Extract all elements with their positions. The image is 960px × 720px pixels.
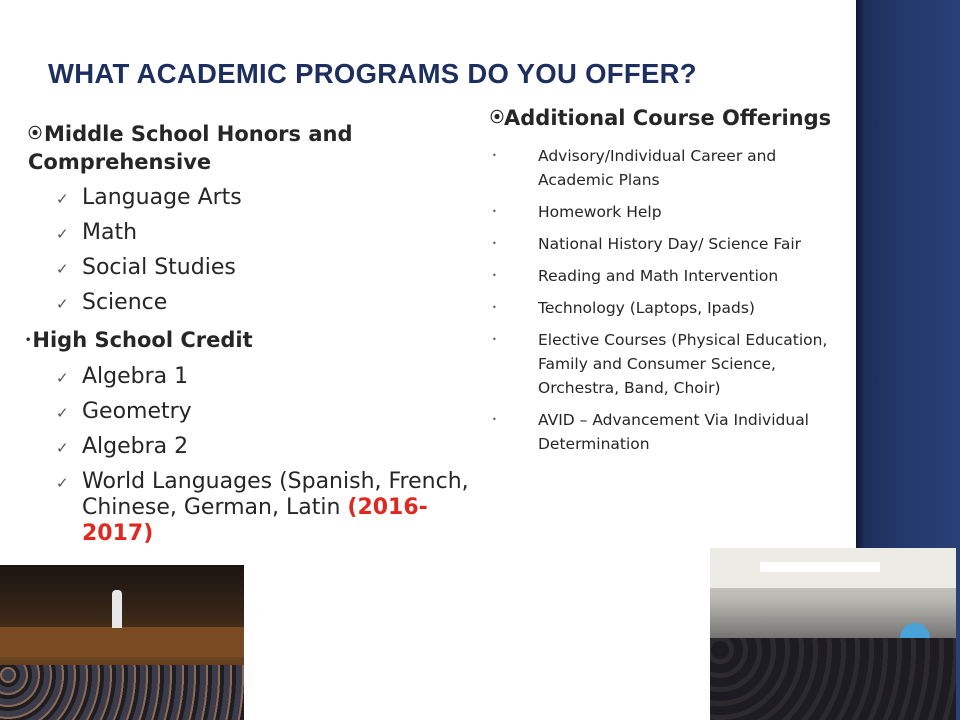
list-item: ✓ Math <box>56 220 138 245</box>
students-event-photo <box>710 548 956 720</box>
bullet-icon: • <box>25 335 32 346</box>
additional-heading: ⦿Additional Course Offerings <box>490 106 832 130</box>
list-item: • Reading and Math Intervention <box>490 264 835 288</box>
checkmark-icon: ✓ <box>56 295 69 313</box>
ms-heading-line2: Comprehensive <box>28 150 212 174</box>
checkmark-icon: ✓ <box>56 439 69 457</box>
orchestra-photo <box>0 565 244 720</box>
ms-heading-line1: Middle School Honors and <box>44 122 353 146</box>
photo-students <box>710 638 956 720</box>
list-item: • Technology (Laptops, Ipads) <box>490 296 835 320</box>
slide-title: WHAT ACADEMIC PROGRAMS DO YOU OFFER? <box>48 58 697 89</box>
list-item: ✓ Language Arts <box>56 185 242 210</box>
photo-light <box>760 562 880 572</box>
list-item: ✓ Social Studies <box>56 255 236 280</box>
year-highlight: (2016-2017) <box>82 495 428 546</box>
checkmark-icon: ✓ <box>56 474 69 492</box>
circled-dot-icon: ⦿ <box>28 126 42 142</box>
additional-offerings-section <box>490 102 835 464</box>
ms-course-list <box>28 185 478 316</box>
list-item: • Elective Courses (Physical Education, Family and Consumer Science, Orchestra, Band, Choir) <box>490 328 835 400</box>
list-item: ✓ Science <box>56 290 168 315</box>
bullet-icon: • <box>492 303 497 312</box>
bullet-icon: • <box>492 151 497 160</box>
list-item: • Homework Help <box>490 200 835 224</box>
circled-dot-icon: ⦿ <box>490 110 504 126</box>
photo-stage <box>0 627 244 657</box>
offerings-list <box>490 144 835 456</box>
world-languages-text: World Languages (Spanish, French, Chinese, German, Latin <box>82 469 469 520</box>
checkmark-icon: ✓ <box>56 225 69 243</box>
bullet-icon: • <box>492 207 497 216</box>
checkmark-icon: ✓ <box>56 369 69 387</box>
bullet-icon: • <box>492 415 497 424</box>
list-item: • Advisory/Individual Career and Academic Plans <box>490 144 835 192</box>
list-item: • National History Day/ Science Fair <box>490 232 835 256</box>
photo-conductor <box>112 590 122 628</box>
checkmark-icon: ✓ <box>56 190 69 208</box>
list-item <box>28 469 478 547</box>
ms-heading <box>28 120 478 176</box>
bullet-icon: • <box>492 239 497 248</box>
list-item: ✓ Algebra 1 <box>56 364 189 389</box>
hs-course-list <box>28 364 478 547</box>
checkmark-icon: ✓ <box>56 404 69 422</box>
checkmark-icon: ✓ <box>56 260 69 278</box>
bullet-icon: • <box>492 271 497 280</box>
list-item: ✓ Algebra 2 <box>56 434 189 459</box>
photo-audience <box>0 665 244 720</box>
hs-heading: •High School Credit <box>25 328 253 352</box>
list-item: • AVID – Advancement Via Individual Determination <box>490 408 835 456</box>
list-item: ✓ Geometry <box>56 399 192 424</box>
middle-school-section <box>25 120 478 555</box>
bullet-icon: • <box>492 335 497 344</box>
